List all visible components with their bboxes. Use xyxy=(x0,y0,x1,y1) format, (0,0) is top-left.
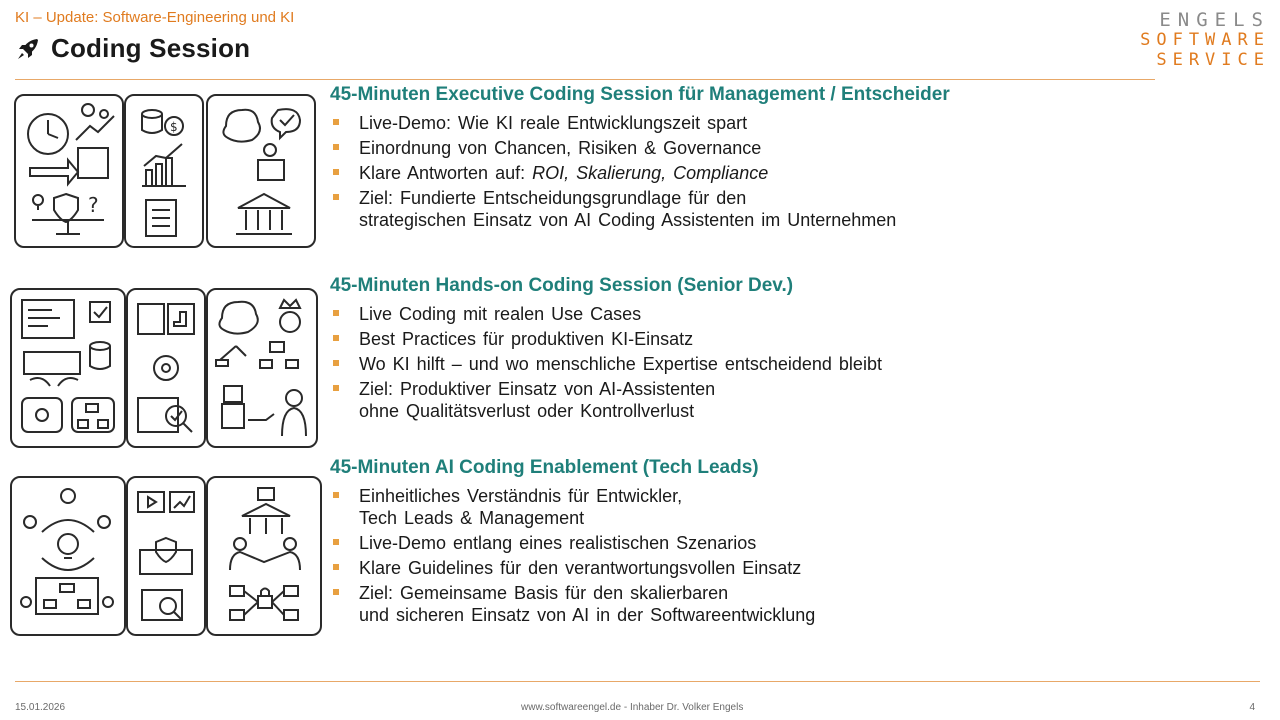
bullet-text-emphasis: ROI, Skalierung, Compliance xyxy=(532,163,769,183)
bullet-item xyxy=(330,378,1270,422)
brain-icon xyxy=(223,110,260,142)
illustration-panel xyxy=(206,476,322,636)
bullet-item xyxy=(330,532,1270,554)
checklist-icon xyxy=(146,200,176,236)
bullet-text: Live Coding mit realen Use Cases xyxy=(359,304,642,324)
svg-text:$: $ xyxy=(170,120,178,134)
bullet-item xyxy=(330,485,1270,529)
illustration-panel xyxy=(206,288,318,448)
flowchart-icon xyxy=(72,398,114,432)
logo-line-2: SOFTWARE xyxy=(1140,30,1270,50)
bullet-text-continued: ohne Qualitätsverlust oder Kontrollverlust xyxy=(359,401,695,421)
session-executive xyxy=(330,84,1270,234)
bar-chart-icon xyxy=(142,144,186,186)
search-document-icon xyxy=(142,590,182,620)
rocket-icon xyxy=(15,36,41,62)
book-thumbs-up-icon xyxy=(138,304,194,334)
illustration-panel xyxy=(10,288,126,448)
footer-divider xyxy=(15,681,1260,682)
speech-bubble-check-icon xyxy=(272,109,300,138)
bullet-item xyxy=(330,582,1270,626)
illustration-enablement-session xyxy=(10,476,324,636)
gear-icon xyxy=(82,104,108,118)
scale-icon xyxy=(32,220,104,234)
crowned-head-icon xyxy=(280,300,300,332)
bullet-list xyxy=(330,112,1270,231)
box-icon xyxy=(78,148,108,178)
session-enablement xyxy=(330,457,1270,629)
illustration-panel xyxy=(14,94,124,248)
brain-icon xyxy=(219,302,257,334)
shield-icon xyxy=(54,194,78,222)
database-icon xyxy=(90,342,110,369)
bullet-item xyxy=(330,137,1270,159)
bullet-item xyxy=(330,328,1270,350)
code-check-search-icon xyxy=(138,398,192,432)
bullet-text: Einordnung von Chancen, Risiken & Governance xyxy=(359,138,762,158)
handshake-icon xyxy=(248,390,306,436)
illustration-panel xyxy=(206,94,316,248)
robot-icon xyxy=(222,386,244,428)
footer-website: www.softwareengel.de - Inhaber Dr. Volker Engels xyxy=(521,702,744,713)
bullet-item xyxy=(330,303,1270,325)
checkbox-icon xyxy=(90,302,110,322)
handshake-people-icon xyxy=(230,538,300,570)
speaker-podium-icon xyxy=(258,144,284,180)
logo-line-3: SERVICE xyxy=(1156,50,1270,70)
bullet-text: Ziel: Gemeinsame Basis für den skalierbaren xyxy=(359,583,729,603)
bullet-text: Klare Guidelines für den verantwortungsvollen Einsatz xyxy=(359,558,802,578)
bullet-text-continued: Tech Leads & Management xyxy=(359,508,585,528)
bank-building-icon xyxy=(236,194,292,234)
page-title: Coding Session xyxy=(51,33,251,63)
bullet-text: Live-Demo entlang eines realistischen Szenarios xyxy=(359,533,757,553)
bullet-list xyxy=(330,485,1270,626)
question-mark-icon: ? xyxy=(88,193,99,217)
shield-book-icon xyxy=(140,538,192,574)
illustration-panel xyxy=(126,288,206,448)
bullet-text: Ziel: Fundierte Entscheidungsgrundlage für den xyxy=(359,188,747,208)
lock-flowchart-icon xyxy=(230,586,298,620)
section-heading: 45-Minuten AI Coding Enablement (Tech Leads) xyxy=(330,457,759,478)
bullet-item xyxy=(330,162,1270,184)
illustration-panel xyxy=(10,476,126,636)
header-divider xyxy=(15,79,1155,80)
bullet-item xyxy=(330,557,1270,579)
bullet-text: Best Practices für produktiven KI-Einsatz xyxy=(359,329,694,349)
bullet-text: Ziel: Produktiver Einsatz von AI-Assistenten xyxy=(359,379,716,399)
title-row xyxy=(15,33,250,64)
company-logo xyxy=(1140,10,1270,70)
flowchart-icon xyxy=(260,342,298,368)
clock-icon xyxy=(28,114,68,154)
robot-arm-icon xyxy=(216,346,246,366)
arrow-icon xyxy=(30,160,78,184)
page-number: 4 xyxy=(1249,702,1255,713)
bullet-item xyxy=(330,112,1270,134)
illustration-panel xyxy=(124,94,204,248)
illustration-panel xyxy=(126,476,206,636)
bullet-item xyxy=(330,353,1270,375)
logo-line-1: ENGELS xyxy=(1159,9,1270,31)
breadcrumb: KI – Update: Software-Engineering und KI xyxy=(15,9,295,26)
team-gear-icon xyxy=(22,398,62,432)
bullet-text: Einheitliches Verständnis für Entwickler, xyxy=(359,486,683,506)
gear-icon xyxy=(154,356,178,380)
session-hands-on xyxy=(330,275,1270,425)
trend-arrow-icon xyxy=(76,116,114,140)
bulb-icon xyxy=(58,534,78,558)
bullet-item xyxy=(330,187,1270,231)
bullet-text-continued: und sicheren Einsatz von AI in der Softwareentwicklung xyxy=(359,605,816,625)
ai-bank-icon xyxy=(242,488,290,534)
monitor-code-icon xyxy=(22,300,74,338)
keyboard-hands-icon xyxy=(24,352,80,386)
bullet-text-continued: strategischen Einsatz von AI Coding Assistenten im Unternehmen xyxy=(359,210,897,230)
bullet-text: Live-Demo: Wie KI reale Entwicklungszeit spart xyxy=(359,113,748,133)
illustration-executive-session xyxy=(14,94,316,250)
section-heading: 45-Minuten Executive Coding Session für Management / Entscheider xyxy=(330,84,950,105)
illustration-hands-on-session xyxy=(10,288,318,448)
bullet-text: Wo KI hilft – und wo menschliche Expertise entscheidend bleibt xyxy=(359,354,882,374)
org-chart-board-icon xyxy=(21,578,113,614)
section-heading: 45-Minuten Hands-on Coding Session (Senior Dev.) xyxy=(330,275,794,296)
presentation-screen-icon xyxy=(138,492,194,512)
bullet-list xyxy=(330,303,1270,422)
bullet-text-prefix: Klare Antworten auf: xyxy=(359,163,533,183)
footer-date: 15.01.2026 xyxy=(15,702,66,713)
coins-dollar-icon xyxy=(142,110,183,135)
bulb-icon xyxy=(33,195,43,210)
